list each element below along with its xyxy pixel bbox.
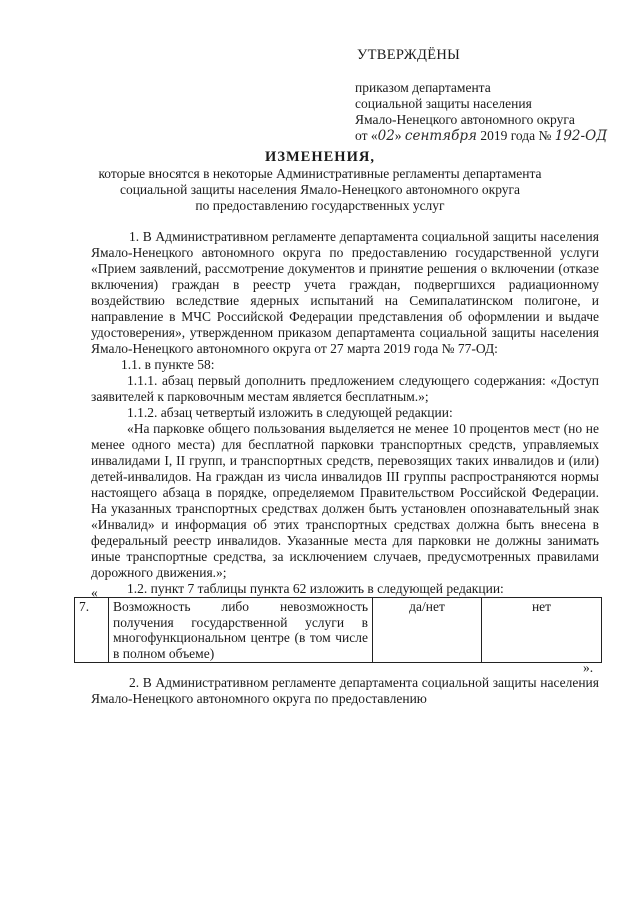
document-subtitle [0, 166, 640, 213]
paragraph-1-1-2: 1.1.2. абзац четвертый изложить в следующей редакции: [127, 405, 453, 420]
date-year: 2019 года № [480, 128, 552, 143]
subtitle-line-1: которые вносятся в некоторые Административные регламенты департамента [98, 166, 542, 181]
date-mid: » [394, 128, 402, 143]
order-date-line [355, 128, 607, 144]
approved-heading: УТВЕРЖДЁНЫ [357, 47, 461, 63]
table-cell-description: Возможность либо невозможность получения государственной услуги в многофункциональном центре (в том числе в полном объеме) [109, 598, 373, 663]
subtitle-line-3: по предоставлению государственных услуг [195, 197, 445, 213]
table-cell-number: 7. [75, 598, 109, 663]
date-prefix: от « [355, 128, 378, 143]
table-row [75, 598, 602, 663]
handwritten-month: сентября [404, 128, 477, 144]
paragraph-1-1: 1.1. в пункте 58: [121, 357, 215, 372]
handwritten-order-number: 192-ОД [554, 128, 608, 144]
amendment-table [74, 597, 602, 663]
handwritten-day: 02 [377, 128, 395, 144]
order-line-2: социальной защиты населения [355, 96, 532, 111]
table-cell-options: да/нет [373, 598, 482, 663]
table-cell-value: нет [482, 598, 602, 663]
table-open-quote: « [91, 585, 98, 600]
order-line-3: Ямало-Ненецкого автономного округа [355, 112, 575, 127]
paragraph-1-2: 1.2. пункт 7 таблицы пункта 62 изложить в следующей редакции: [127, 581, 504, 596]
body-section-2 [91, 675, 599, 707]
quoted-paragraph: «На парковке общего пользования выделяется не менее 10 процентов мест (но не менее одного места) для бесплатной парковки транспортных средств, управляемых инвалидами I, II групп, и транспортных средств, перевозящих таких инвалидов и (или) детей-инвалидов. На граждан из числа инвалидов III группы распространяются нормы настоящего абзаца в порядке, определяемом Правительством Российской Федерации. На указанных транспортных средствах должен быть установлен опознавательный знак «Инвалид» и информация об этих транспортных средствах должна быть внесена в федеральный реестр инвалидов. Указанные места для парковки не должны занимать иные транспортные средства, за исключением случаев, предусмотренных правилами дорожного движения.»; [91, 421, 599, 580]
order-line-1: приказом департамента [355, 80, 491, 95]
body-section-1 [91, 229, 599, 597]
paragraph-1: 1. В Административном регламенте департамента социальной защиты населения Ямало-Ненецкого автономного округа по предоставлению государственной услуги «Прием заявлений, рассмотрение документов и принятие решения о включении (отказе включения) граждан в реестр учета граждан, подвергшихся радиационному воздействию вследствие ядерных испытаний на Семипалатинском полигоне, и направление в МЧС Российской Федерации представления об оформлении и выдаче удостоверения», утвержденном приказом департамента социальной защиты населения Ямало-Ненецкого автономного округа от 27 марта 2019 года № 77-ОД: [91, 229, 599, 356]
table-close-quote: ». [583, 660, 594, 675]
paragraph-1-1-1: 1.1.1. абзац первый дополнить предложением следующего содержания: «Доступ заявителей к парковочным местам является бесплатным.»; [91, 373, 599, 404]
paragraph-2: 2. В Административном регламенте департамента социальной защиты населения Ямало-Ненецкого автономного округа по предоставлению [91, 675, 599, 706]
document-title: ИЗМЕНЕНИЯ, [265, 149, 375, 165]
subtitle-line-2: социальной защиты населения Ямало-Ненецкого автономного округа [119, 181, 521, 197]
approval-order-block [355, 80, 607, 144]
